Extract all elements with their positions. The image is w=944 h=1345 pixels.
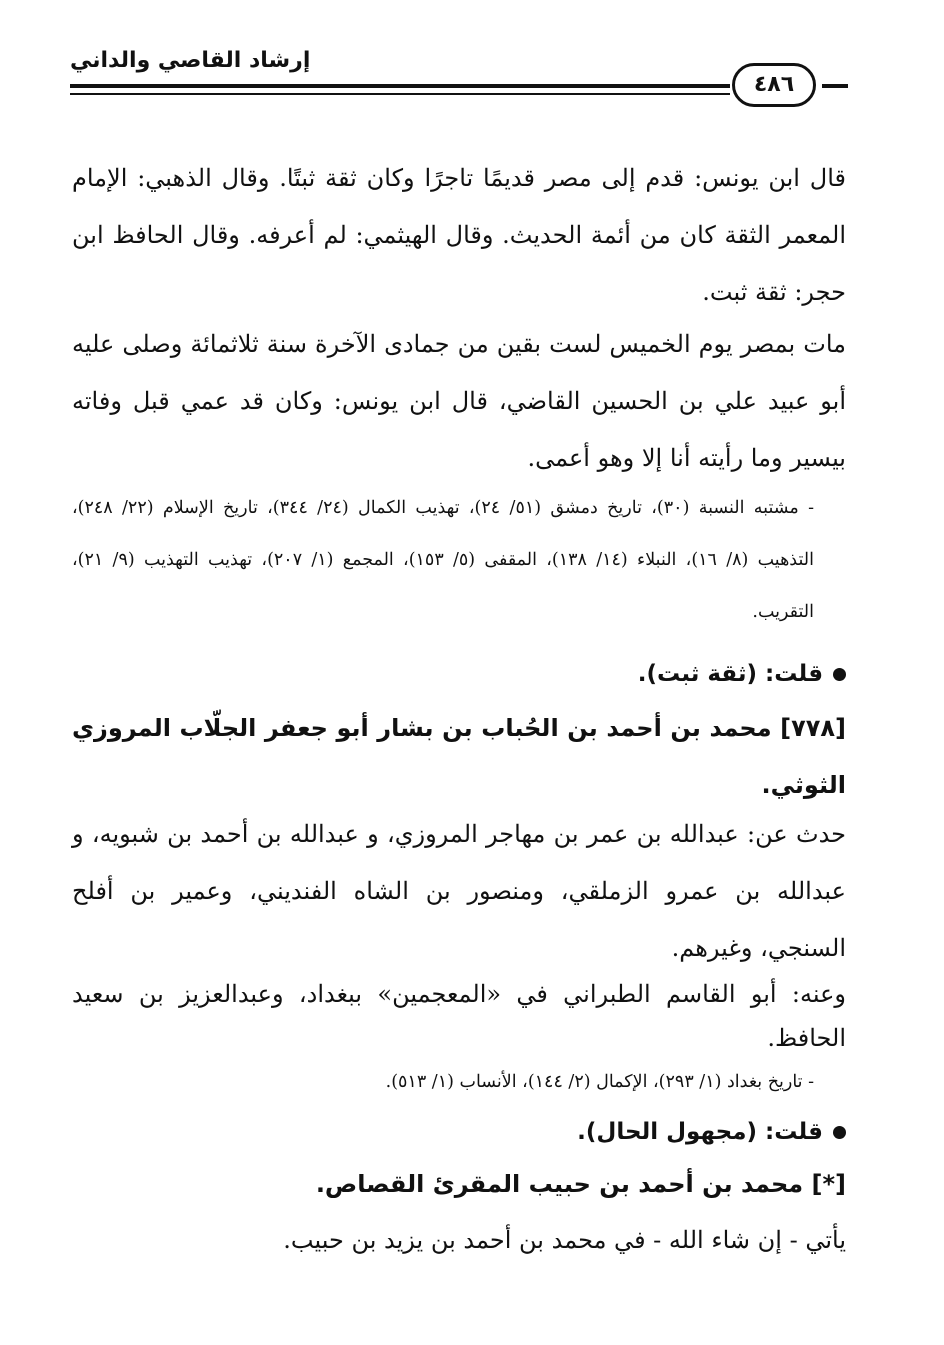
header-rule-thick xyxy=(70,84,730,88)
running-head-title: إرشاد القاصي والداني xyxy=(70,48,311,73)
footnote-sources-1: - مشتبه النسبة (٣٠)، تاريخ دمشق (٥١/ ٢٤)، تهذيب الكمال (٢٤/ ٣٤٤)، تاريخ الإسلام (٢٢/ ٢٤٨)، التذهيب (٨/ ١٦)، النبلاء (١٤/ ١٣٨)، المقفى (٥/ ١٥٣)، المجمع (١/ ٢٠٧)، تهذيب التهذيب (٩/ ٢١)، التقريب. xyxy=(72,498,814,622)
header-rule-thin xyxy=(70,93,730,95)
page-number: ٤٨٦ xyxy=(732,63,816,107)
paragraph-death: مات بمصر يوم الخميس لست بقين من جمادى الآخرة سنة ثلاثمائة وصلى عليه أبو عبيد علي بن الحسين القاضي، قال ابن يونس: وكان قد عمي قبل وفاته بيسير وما رأيته أنا إلا وهو أعمى. xyxy=(72,330,846,472)
qult-text-2: قلت: (مجهول الحال). xyxy=(577,1119,823,1145)
entry-heading-star: [*] محمد بن أحمد بن حبيب المقرئ القصاص. xyxy=(315,1170,846,1198)
paragraph-teachers: حدث عن: عبدالله بن عمر بن مهاجر المروزي، و عبدالله بن أحمد بن شبويه، و عبدالله بن عمرو الزملقي، ومنصور بن الشاه الفنديني، وعمير بن أفلح السنجي، وغيرهم. xyxy=(72,820,846,962)
paragraph-cross-ref: يأتي - إن شاء الله - في محمد بن أحمد بن يزيد بن حبيب. xyxy=(283,1226,846,1254)
paragraph-students: وعنه: أبو القاسم الطبراني في «المعجمين» ببغداد، وعبدالعزيز بن سعيد الحافظ. xyxy=(72,980,846,1052)
qult-verdict-1 xyxy=(638,654,846,694)
entry-heading-778: [٧٧٨] محمد بن أحمد بن الحُباب بن بشار أبو جعفر الجلّاب المروزي الثوثي. xyxy=(72,714,846,799)
bullet-icon xyxy=(833,1126,846,1139)
qult-text-1: قلت: (ثقة ثبت). xyxy=(637,661,823,687)
qult-verdict-2 xyxy=(577,1112,846,1152)
footnote-sources-2: - تاريخ بغداد (١/ ٢٩٣)، الإكمال (٢/ ١٤٤)، الأنساب (١/ ٥١٣). xyxy=(385,1072,814,1092)
paragraph-ibn-yunus: قال ابن يونس: قدم إلى مصر قديمًا تاجرًا وكان ثقة ثبتًا. وقال الذهبي: الإمام المعمر الثقة كان من أئمة الحديث. وقال الهيثمي: لم أعرفه. وقال الحافظ ابن حجر: ثقة ثبت. xyxy=(72,164,846,306)
bullet-icon xyxy=(833,668,846,681)
header-rule-short xyxy=(822,84,848,88)
